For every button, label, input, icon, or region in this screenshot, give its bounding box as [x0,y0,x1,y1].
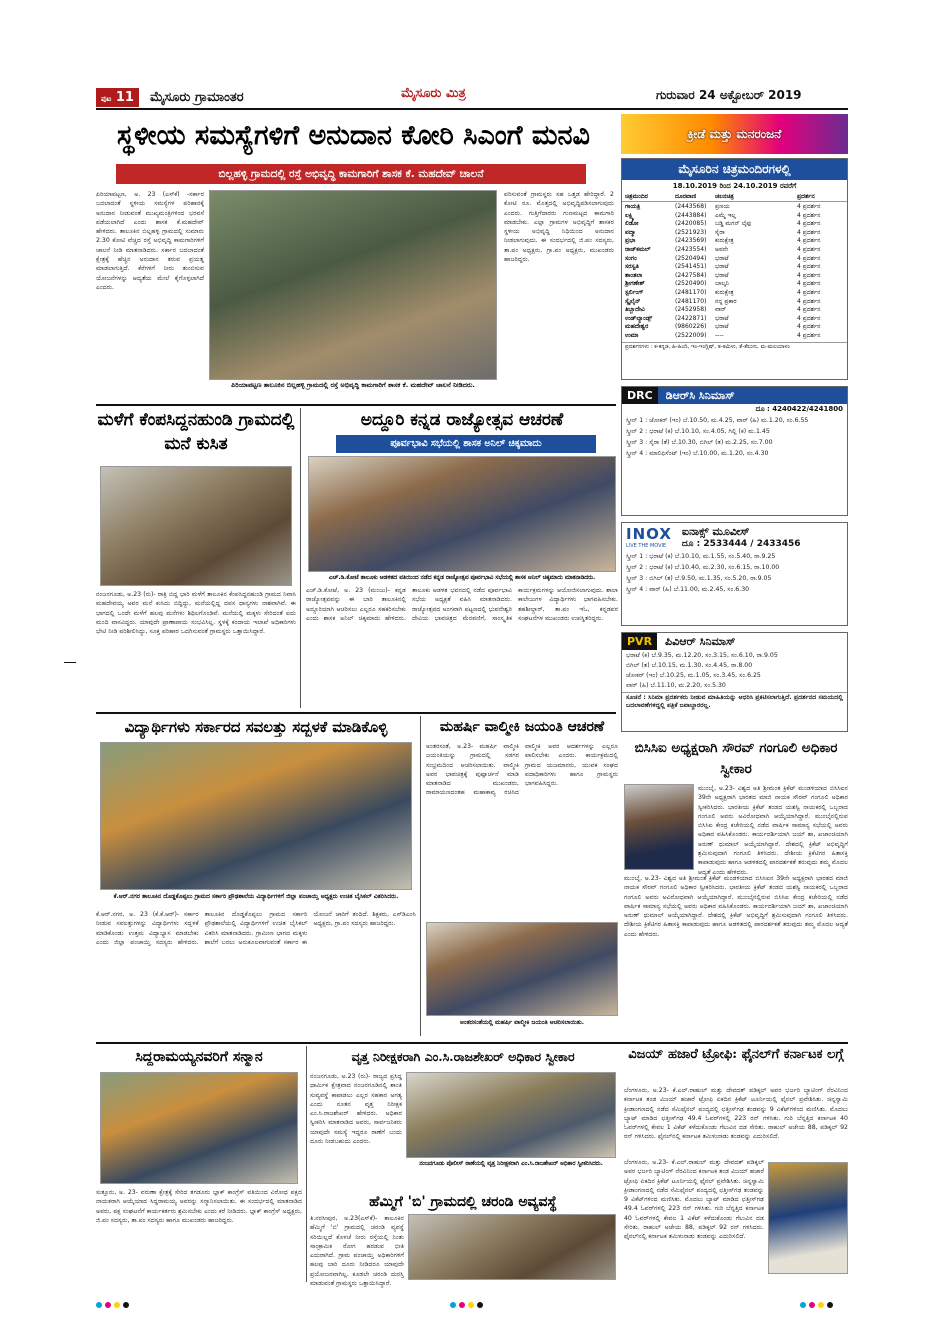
cinema-row [625,289,844,298]
story-house-collapse-text: ನಂಜನಗೂಡು, ಅ.23 (ರು)- ರಾತ್ರಿ ಬಿದ್ದ ಭಾರಿ ಮಳೆಗೆ ತಾಲೂಕಿನ ಕೆಂಪಸಿದ್ದನಹುಂಡಿ ಗ್ರಾಮದ ನಿವಾಸಿ ಮಹದೇವಯ್ಯ ಅವರ ಮನೆ ಕುಸಿದು ಬಿದ್ದಿದ್ದು, ಮನೆಯಲ್ಲಿದ್ದ ದವಸ ಧಾನ್ಯಗಳು ನಾಶವಾಗಿವೆ. ಈ ಭಾಗದಲ್ಲಿ ಒಂದೇ ಮಳೆಗೆ ಹಲವು ಮನೆಗಳು ಶಿಥಿಲಗೊಂಡಿವೆ. ಮನೆಯಲ್ಲಿ ಮಕ್ಕಳು ಸೇರಿದಂತೆ ಐದು ಮಂದಿ ವಾಸವಿದ್ದರು. ಯಾವುದೇ ಪ್ರಾಣಾಪಾಯ ಸಂಭವಿಸಿಲ್ಲ. ಸ್ಥಳಕ್ಕೆ ಕಂದಾಯ ಇಲಾಖೆ ಅಧಿಕಾರಿಗಳು ಭೇಟಿ ನೀಡಿ ಪರಿಶೀಲಿಸಿದ್ದು, ಸೂಕ್ತ ಪರಿಹಾರ ಒದಗಿಸುವಂತೆ ಗ್ರಾಮಸ್ಥರು ಒತ್ತಾಯಿಸಿದ್ದಾರೆ. [96,591,296,636]
cinema-shows: 4 ಪ್ರದರ್ಶನ [797,228,821,236]
cinema-listing [621,158,848,380]
cinema-row [625,298,844,307]
cinema-shows: 4 ಪ್ರದರ್ಶನ [797,203,821,210]
cinema-columns [622,193,847,202]
cinema-theatre: ರಾಜ್‌ಕಮಲ್ [625,245,651,253]
cinema-film: ವಾರ್ [715,306,727,314]
inox-logo: INOX [626,525,672,543]
cinema-row [625,237,844,246]
student-bicycle-text: ಕೆ.ಆರ್.ನಗರ, ಅ. 23 (ಕೆ.ಕೆ.ಆರ್)- ಸರ್ಕಾರ ನೀಡುವ ಸವಲತ್ತುಗಳನ್ನು ವಿದ್ಯಾರ್ಥಿಗಳು ಸದ್ಬಳಕೆ ಮಾಡಿಕೊಂಡು ಉತ್ತಮ ವಿದ್ಯಾಭ್ಯಾಸ ಮಾಡಬೇಕು ಎಂದು ಜಿಲ್ಲಾ ಪಂಚಾಯ್ತಿ ಸದಸ್ಯರು ಹೇಳಿದರು. ತಾಲೂಕಿನ ದೊಡ್ಡಕೊಪ್ಪಲು ಗ್ರಾಮದ ಸರ್ಕಾರಿ ಪ್ರೌಢಶಾಲೆಯಲ್ಲಿ ವಿದ್ಯಾರ್ಥಿಗಳಿಗೆ ಉಚಿತ ಬೈಸಿಕಲ್ ವಿತರಿಸಿ ಮಾತನಾಡಿದರು. ಗ್ರಾಮೀಣ ಭಾಗದ ಮಕ್ಕಳು ಶಾಲೆಗೆ ಬರಲು ಅನುಕೂಲವಾಗುವಂತೆ ಸರ್ಕಾರ ಈ ಯೋಜನೆ ಜಾರಿಗೆ ತಂದಿದೆ. ಶಿಕ್ಷಕರು, ಎಸ್‌ಡಿಎಂಸಿ ಅಧ್ಯಕ್ಷರು, ಗ್ರಾ.ಪಂ ಸದಸ್ಯರು ಹಾಜರಿದ್ದರು. [96,911,416,946]
rajyotsava-headline: ಅದ್ದೂರಿ ಕನ್ನಡ ರಾಜ್ಯೋತ್ಸವ ಆಚರಣೆ [360,410,564,430]
cinema-row [625,272,844,281]
cinema-theatre: ಸ್ಟರ್ಲಿಂಗ್ [625,288,644,296]
valmiki-jayanti-photo [426,922,618,1016]
cinema-film: ---- [715,331,724,339]
vijay-hazare-text-top: ಬೆಂಗಳೂರು, ಅ.23- ಕೆ.ಎಲ್.ರಾಹುಲ್ ಮತ್ತು ದೇವದತ್ ಪಡಿಕ್ಕಲ್ ಅವರ ಭರ್ಜರಿ ಬ್ಯಾಟಿಂಗ್ ನೆರವಿನಿಂದ ಕರ್ನಾಟಕ ತಂಡ ವಿಜಯ್ ಹಜಾರೆ ಟ್ರೋಫಿ ಏಕದಿನ ಕ್ರಿಕೆಟ್ ಟೂರ್ನಿಯಲ್ಲಿ ಫೈನಲ್ ಪ್ರವೇಶಿಸಿತು. ಚಿನ್ನಸ್ವಾಮಿ ಕ್ರೀಡಾಂಗಣದಲ್ಲಿ ನಡೆದ ಸೆಮಿಫೈನಲ್ ಪಂದ್ಯದಲ್ಲಿ ಛತ್ತೀಸ್‌ಗಢ ತಂಡವನ್ನು 9 ವಿಕೆಟ್‌ಗಳಿಂದ ಮಣಿಸಿತು. ಮೊದಲು ಬ್ಯಾಟ್ ಮಾಡಿದ ಛತ್ತೀಸ್‌ಗಢ 49.4 ಓವರ್‌ಗಳಲ್ಲಿ 223 ರನ್ ಗಳಿಸಿತು. ಗುರಿ ಬೆನ್ನತ್ತಿದ ಕರ್ನಾಟಕ 40 ಓವರ್‌ಗಳಲ್ಲಿ ಕೇವಲ 1 ವಿಕೆಟ್ ಕಳೆದುಕೊಂಡು ಗೆಲುವಿನ ದಡ ಸೇರಿತು. ರಾಹುಲ್ ಅಜೇಯ 88, ಪಡಿಕ್ಕಲ್ 92 ರನ್ ಗಳಿಸಿದರು. ಫೈನಲ್‌ನಲ್ಲಿ ಕರ್ನಾಟಕ ತಮಿಳುನಾಡು ತಂಡವನ್ನು ಎದುರಿಸಲಿದೆ. [624,1087,848,1141]
inox-row: ಸ್ಕ್ರೀನ್ 3 : ಬಿಗಿಲ್ (ತ) ಬೆ.9.50, ಮ.1.35, ಸಂ.5.20, ರಾ.9.05 [626,575,772,582]
cinema-phone: (2443568) [675,203,707,210]
cinema-shows: 4 ಪ್ರದರ್ಶನ [797,254,821,262]
cinema-phone: (2520490) [675,280,707,288]
valmiki-jayanti-caption: ಅಂತರಸಂತೆಯಲ್ಲಿ ಮಹರ್ಷಿ ವಾಲ್ಮೀಕಿ ಜಯಂತಿ ಆಚರಿಸಲಾಯಿತು. [459,1019,585,1026]
cinema-shows: 4 ಪ್ರದರ್ಶನ [797,288,821,296]
cinema-shows: 4 ಪ್ರದರ್ಶನ [797,314,821,322]
page-header-left [96,86,336,108]
cinema-theatre: ಸ್ಕೈಲೈನ್ [625,297,641,305]
cinema-film: ಕುರುಕ್ಷೇತ್ರ [715,237,734,245]
page-number-badge: ಪುಟ 11 [96,88,139,107]
drc-logo: DRC [622,387,658,404]
inox-phone: ದೂ : 2533444 / 2433456 [681,539,801,549]
rule-under-lead [96,404,616,406]
rajyotsava-subhead: ಪೂರ್ವಭಾವಿ ಸಭೆಯಲ್ಲಿ ಶಾಸಕ ಅನಿಲ್ ಚಿಕ್ಕಮಾದು [336,435,596,453]
cinema-phone: (2522009) [675,331,707,339]
registration-dots-right [800,1293,836,1312]
cinema-phone: (2521923) [675,228,707,236]
cinema-phone: (2443884) [675,211,707,219]
student-bicycle-photo [100,742,412,890]
cinema-phone: (2452958) [675,306,707,314]
column-rule [306,1046,307,1282]
cinema-film: ಭರಾಟೆ [715,271,729,279]
vijay-hazare-text: ಬೆಂಗಳೂರು, ಅ.23- ಕೆ.ಎಲ್.ರಾಹುಲ್ ಮತ್ತು ದೇವದತ್ ಪಡಿಕ್ಕಲ್ ಅವರ ಭರ್ಜರಿ ಬ್ಯಾಟಿಂಗ್ ನೆರವಿನಿಂದ ಕರ್ನಾಟಕ ತಂಡ ವಿಜಯ್ ಹಜಾರೆ ಟ್ರೋಫಿ ಏಕದಿನ ಕ್ರಿಕೆಟ್ ಟೂರ್ನಿಯಲ್ಲಿ ಫೈನಲ್ ಪ್ರವೇಶಿಸಿತು. ಚಿನ್ನಸ್ವಾಮಿ ಕ್ರೀಡಾಂಗಣದಲ್ಲಿ ನಡೆದ ಸೆಮಿಫೈನಲ್ ಪಂದ್ಯದಲ್ಲಿ ಛತ್ತೀಸ್‌ಗಢ ತಂಡವನ್ನು 9 ವಿಕೆಟ್‌ಗಳಿಂದ ಮಣಿಸಿತು. ಮೊದಲು ಬ್ಯಾಟ್ ಮಾಡಿದ ಛತ್ತೀಸ್‌ಗಢ 49.4 ಓವರ್‌ಗಳಲ್ಲಿ 223 ರನ್ ಗಳಿಸಿತು. ಗುರಿ ಬೆನ್ನತ್ತಿದ ಕರ್ನಾಟಕ 40 ಓವರ್‌ಗಳಲ್ಲಿ ಕೇವಲ 1 ವಿಕೆಟ್ ಕಳೆದುಕೊಂಡು ಗೆಲುವಿನ ದಡ ಸೇರಿತು. ರಾಹುಲ್ ಅಜೇಯ 88, ಪಡಿಕ್ಕಲ್ 92 ರನ್ ಗಳಿಸಿದರು. ಫೈನಲ್‌ನಲ್ಲಿ ಕರ್ನಾಟಕ ತಮಿಳುನಾಡು ತಂಡವನ್ನು ಎದುರಿಸಲಿದೆ. [624,1159,764,1241]
cinema-row [625,263,844,272]
cinema-phone: (2427584) [675,271,707,279]
valmiki-jayanti-text: ಅಂತರಸಂತೆ, ಅ.23- ಮಹರ್ಷಿ ವಾಲ್ಮೀಕಿ ಜಯಂತಿಯನ್ನು ಗ್ರಾಮದಲ್ಲಿ ಸಡಗರ ಸಂಭ್ರಮದಿಂದ ಆಚರಿಸಲಾಯಿತು. ವಾಲ್ಮೀಕಿ ಅವರ ಭಾವಚಿತ್ರಕ್ಕೆ ಪುಷ್ಪಾರ್ಚನೆ ಮಾಡಿ ಮಾತನಾಡಿದ ಮುಖಂಡರು, ರಾಮಾಯಣದಂತಹ ಮಹಾಕಾವ್ಯ ರಚಿಸಿದ ವಾಲ್ಮೀಕಿ ಅವರ ಆದರ್ಶಗಳನ್ನು ಎಲ್ಲರೂ ಪಾಲಿಸಬೇಕು ಎಂದರು. ಕಾರ್ಯಕ್ರಮದಲ್ಲಿ ಗ್ರಾಮದ ಯಜಮಾನರು, ಯುವಕ ಸಂಘದ ಪದಾಧಿಕಾರಿಗಳು ಹಾಗೂ ಗ್ರಾಮಸ್ಥರು ಭಾಗವಹಿಸಿದ್ದರು. [426,743,618,797]
col-film: ಚಲನಚಿತ್ರ [715,193,734,200]
lead-text-left: ಪಿರಿಯಾಪಟ್ಟಣ, ಅ. 23 (ಎಸ್‍ಕೆ) -ಸರ್ಕಾರ ಬದಲಾದಂತೆ ಸ್ಥಳೀಯ ಸಮಸ್ಯೆಗಳ ಪರಿಹಾರಕ್ಕೆ ಅನುದಾನ ನೀಡುವಂತೆ ಮುಖ್ಯಮಂತ್ರಿಗಳಿಂದ ಭರವಸೆ ಪಡೆಯಲಾಗಿದೆ ಎಂದು ಶಾಸಕ ಕೆ.ಮಹದೇವ್ ಹೇಳಿದರು. ತಾಲೂಕಿನ ಬಿಲ್ಲಹಳ್ಳಿ ಗ್ರಾಮದಲ್ಲಿ ಸುಮಾರು 2.30 ಕೋಟಿ ವೆಚ್ಚದ ರಸ್ತೆ ಅಭಿವೃದ್ಧಿ ಕಾಮಗಾರಿಗಳಿಗೆ ಚಾಲನೆ ನೀಡಿ ಮಾತನಾಡಿದರು. ಸರ್ಕಾರ ಬದಲಾದಂತೆ ಕ್ಷೇತ್ರಕ್ಕೆ ಹೆಚ್ಚಿನ ಅನುದಾನ ತರುವ ಪ್ರಯತ್ನ ಮಾಡಲಾಗುತ್ತಿದೆ. ಕೆರೆಗಳಿಗೆ ನೀರು ತುಂಬಿಸುವ ಯೋಜನೆಗಳನ್ನು ಆದ್ಯತೆಯ ಮೇಲೆ ಕೈಗೊಳ್ಳಲಾಗಿದೆ ಎಂದರು. [96,191,204,291]
pvr-logo: PVR [622,633,657,650]
cinema-theatre: ಮಹದೇಶ್ವರ [625,323,649,331]
cinema-film: ಭರಾಟೆ [715,323,729,331]
drainage-headline: ಹೆಮ್ಮಿಗೆ 'ಬಿ' ಗ್ರಾಮದಲ್ಲಿ ಚರಂಡಿ ಅವ್ಯವಸ್ಥೆ [369,1194,557,1210]
cinema-film: ಭರಾಟೆ [715,254,729,262]
cinema-row [625,332,844,341]
siddaramaiah-headline: ಸಿದ್ದರಾಮಯ್ಯನವರಿಗೆ ಸನ್ಮಾನ [135,1049,263,1065]
banner-title: ಕ್ರೀಡೆ ಮತ್ತು ಮನರಂಜನೆ [687,126,782,141]
col-phone: ದೂರವಾಣಿ [675,193,697,200]
cinema-theatre: ಪ್ರಭಾ [625,237,636,245]
rajyotsava-caption: ಎಚ್.ಡಿ.ಕೋಟೆ ತಾಲೂಕು ಆಡಳಿತದ ವತಿಯಿಂದ ನಡೆದ ಕನ್ನಡ ರಾಜ್ಯೋತ್ಸವ ಪೂರ್ವಭಾವಿ ಸಭೆಯಲ್ಲಿ ಶಾಸಕ ಅನಿಲ್ ಚಿಕ್ಕಮಾದು ಮಾತನಾಡಿದರು. [328,575,596,581]
cinema-shows: 4 ಪ್ರದರ್ಶನ [797,271,821,279]
cinema-row [625,212,844,221]
ganguly-headline: ಬಿಸಿಸಿಐ ಅಧ್ಯಕ್ಷರಾಗಿ ಸೌರವ್ ಗಂಗೂಲಿ ಅಧಿಕಾರ ಸ್ವೀಕಾರ [634,740,838,777]
cinema-row [625,306,844,315]
student-bicycle-headline: ವಿದ್ಯಾರ್ಥಿಗಳು ಸರ್ಕಾರದ ಸವಲತ್ತು ಸದ್ಬಳಕೆ ಮಾಡಿಕೊಳ್ಳಿ [124,718,388,736]
lead-subhead: ಬಿಲ್ಲಹಳ್ಳಿ ಗ್ರಾಮದಲ್ಲಿ ರಸ್ತೆ ಅಭಿವೃದ್ಧಿ ಕಾಮಗಾರಿಗೆ ಶಾಸಕ ಕೆ. ಮಹದೇವ್ ಚಾಲನೆ [116,164,586,184]
cinema-film: ಭರಾಟೆ [715,263,729,271]
cinema-film: ಎಮ್ಮೆ ಇಲ್ಲ [715,211,737,219]
inox-title: ಐನಾಕ್ಸ್ ಮೂವೀಸ್ [681,525,750,538]
cinema-title: ಮೈಸೂರಿನ ಚಿತ್ರಮಂದಿರಗಳಲ್ಲಿ [622,159,847,180]
drc-title: ಡಿಆರ್‌ಸಿ ಸಿನಿಮಾಸ್ [665,388,735,402]
circle-inspector-caption: ನಂಜನಗೂಡು ಪೊಲೀಸ್ ಠಾಣೆಯಲ್ಲಿ ವೃತ್ತ ನಿರೀಕ್ಷಕರಾಗಿ ಎಂ.ಸಿ.ರಾಜಶೇಖರ್ ಅಧಿಕಾರ ಸ್ವೀಕರಿಸಿದರು. [419,1161,603,1167]
pvr-row: ಬಿಗಿಲ್ (ತ) ಬೆ.10.15, ಮ.1.30, ಸಂ.4.45, ರಾ.8.00 [626,662,753,669]
pvr-note: ಸೂಚನೆ : ಸಿನಿಮಾ ಪ್ರದರ್ಶಕರು ನೀಡುವ ಮಾಹಿತಿಯನ್ನು ಆಧರಿಸಿ ಪ್ರಕಟಿಸಲಾಗುತ್ತಿದೆ. ಪ್ರದರ್ಶನದ ಸಮಯದಲ್ಲಿ ಬದಲಾವಣೆಗಳಿದ್ದಲ್ಲಿ ಪತ್ರಿಕೆ ಜವಾಬ್ದಾರರಲ್ಲ. [622,692,847,711]
cinema-theatre: ಲಿಡೋ [625,220,639,228]
siddaramaiah-text: ಸುತ್ತೂರು, ಅ. 23- ವರುಣಾ ಕ್ಷೇತ್ರಕ್ಕೆ ಸೇರಿದ ತಗಡೂರು ಬ್ಲಾಕ್ ಕಾಂಗ್ರೆಸ್ ವತಿಯಿಂದ ವಿರೋಧ ಪಕ್ಷದ ನಾಯಕರಾಗಿ ಆಯ್ಕೆಯಾದ ಸಿದ್ದರಾಮಯ್ಯ ಅವರನ್ನು ಸನ್ಮಾನಿಸಲಾಯಿತು. ಈ ಸಂದರ್ಭದಲ್ಲಿ ಮಾತನಾಡಿದ ಅವರು, ಪಕ್ಷ ಸಂಘಟನೆಗೆ ಕಾರ್ಯಕರ್ತರು ಶ್ರಮಿಸಬೇಕು ಎಂದು ಕರೆ ನೀಡಿದರು. ಬ್ಲಾಕ್ ಕಾಂಗ್ರೆಸ್ ಅಧ್ಯಕ್ಷರು, ಜಿ.ಪಂ ಸದಸ್ಯರು, ತಾ.ಪಂ ಸದಸ್ಯರು ಹಾಗೂ ಮುಖಂಡರು ಹಾಜರಿದ್ದರು. [96,1189,302,1224]
cinema-shows: 4 ಪ್ರದರ್ಶನ [797,306,821,314]
cinema-film: ಬಡ್ಡಿ ಮಗನ್ ಲೈಫು [715,220,752,228]
col-shows: ಪ್ರದರ್ಶನ [797,193,815,200]
cinema-film: ಭರಾಟೆ [715,314,729,322]
inox-tagline: LIVE THE MOVIE [626,543,667,549]
column-rule [300,408,301,708]
drc-row: ಸ್ಕ್ರೀನ್ 3 : ಸೈರಾ (ತೆ) ಬೆ.10.30, ಬಿಗಿಲ್ (ತ) ಮ.2.25, ಸಂ.7.00 [626,439,773,446]
cinema-shows: 4 ಪ್ರದರ್ಶನ [797,211,821,219]
valmiki-jayanti-headline: ಮಹರ್ಷಿ ವಾಲ್ಮೀಕಿ ಜಯಂತಿ ಆಚರಣೆ [439,719,605,735]
cinema-theatre: ಶ್ರೀಗಣೇಶ್ [625,280,645,288]
cinema-footer: ಪ್ರದರ್ಶನಗಳು : ಕ-ಕನ್ನಡ, ಹಿ-ಹಿಂದಿ, ಇಂ-ಇಂಗ್ಲಿಷ್, ತ-ತಮಿಳು, ತೆ-ತೆಲುಗು, ಮ-ಮಲಯಾಳಂ [622,342,847,352]
newspaper-page [96,86,848,1288]
margin-tick [64,662,76,663]
cinema-theatre: ಶಾಂತಲಾ [625,271,643,279]
drc-row: ಸ್ಕ್ರೀನ್ 1 : ಜೋಕರ್ (ಇಂ) ಬೆ.10.50, ಮ.4.25, ವಾರ್ (ಹಿ) ಮ.1.20, ಸಂ.6.55 [626,417,809,424]
inox-row: ಸ್ಕ್ರೀನ್ 4 : ವಾರ್ (ಹಿ) ಬೆ.11.00, ಮ.2.45, ಸಂ.6.30 [626,586,750,593]
pvr-cinemas-box [621,632,848,732]
vijay-hazare-headline: ವಿಜಯ್ ಹಜಾರೆ ಟ್ರೋಫಿ: ಫೈನಲ್‌ಗೆ ಕರ್ನಾಟಕ ಲಗ್ಗೆ [628,1047,844,1062]
cinema-row [625,203,844,212]
lead-text-right: ಪರಿಸುವಂತೆ ಗ್ರಾಮಸ್ಥರು ಸಹ ಒತ್ತಡ ಹೇರಿದ್ದಾರೆ. 2 ಕೋಟಿ ರೂ. ಮೊತ್ತದಲ್ಲಿ ಅಭಿವೃದ್ಧಿಪಡಿಸಲಾಗುವುದು ಎಂದರು. ಗುತ್ತಿಗೆದಾರರು ಗುಣಮಟ್ಟದ ಕಾಮಗಾರಿ ಮಾಡಬೇಕು. ಎಲ್ಲಾ ಗ್ರಾಮಗಳ ಅಭಿವೃದ್ಧಿಗೆ ಶಾಸಕರ ಸ್ಥಳೀಯ ಅಭಿವೃದ್ಧಿ ನಿಧಿಯಿಂದ ಅನುದಾನ ನೀಡಲಾಗುವುದು. ಈ ಸಂದರ್ಭದಲ್ಲಿ ಜಿ.ಪಂ ಸದಸ್ಯರು, ತಾ.ಪಂ ಅಧ್ಯಕ್ಷರು, ಗ್ರಾ.ಪಂ ಅಧ್ಯಕ್ಷರು, ಮುಖಂಡರು ಹಾಜರಿದ್ದರು. [504,191,614,264]
cinema-theatre: ಉಮಾ [625,331,639,339]
cinema-film: ನನ್ನ ಪ್ರಕಾರ [715,297,737,305]
cinema-shows: 4 ಪ್ರದರ್ಶನ [797,220,821,228]
cinema-theatre: ಪದ್ಮಾ [625,228,636,236]
cinema-theatre: ಸರಸ್ವತಿ [625,263,639,271]
drainage-photo [408,1214,616,1280]
cinema-shows: 4 ಪ್ರದರ್ಶನ [797,245,821,253]
column-rule [420,716,421,1036]
inox-row: ಸ್ಕ್ರೀನ್ 1 : ಭರಾಟೆ (ಕ) ಬೆ.10.10, ಮ.1.55, ಸಂ.5.40, ರಾ.9.25 [626,553,776,560]
cinema-film: ಬಾಲ್ಕನಿ [715,280,730,288]
lead-caption: ಪಿರಿಯಾಪಟ್ಟಣ ತಾಲೂಕಿನ ಬಿಲ್ಲಹಳ್ಳಿ ಗ್ರಾಮದಲ್ಲಿ ರಸ್ತೆ ಅಭಿವೃದ್ಧಿ ಕಾಮಗಾರಿಗೆ ಶಾಸಕ ಕೆ. ಮಹದೇವ್ ಚಾಲನೆ ನೀಡಿದರು. [231,381,475,389]
circle-inspector-photo [406,1072,616,1158]
inox-row: ಸ್ಕ್ರೀನ್ 2 : ಭರಾಟೆ (ಕ) ಬೆ.10.40, ಮ.2.30, ಸಂ.6.15, ರಾ.10.00 [626,564,780,571]
lead-headline: ಸ್ಥಳೀಯ ಸಮಸ್ಯೆಗಳಿಗೆ ಅನುದಾನ ಕೋರಿ ಸಿಎಂಗೆ ಮನವಿ [117,120,590,151]
ganguly-text-top: ಮುಂಬೈ, ಅ.23- ವಿಶ್ವದ ಅತಿ ಶ್ರೀಮಂತ ಕ್ರಿಕೆಟ್ ಮಂಡಳಿಯಾದ ಬಿಸಿಸಿಐನ 39ನೇ ಅಧ್ಯಕ್ಷರಾಗಿ ಭಾರತದ ಮಾಜಿ ನಾಯಕ ಸೌರವ್ ಗಂಗೂಲಿ ಅಧಿಕಾರ ಸ್ವೀಕರಿಸಿದರು. ಭಾರತೀಯ ಕ್ರಿಕೆಟ್ ತಂಡದ ಯಶಸ್ವಿ ನಾಯಕರಲ್ಲಿ ಒಬ್ಬರಾದ ಗಂಗೂಲಿ ಅವರು ಅವಿರೋಧವಾಗಿ ಆಯ್ಕೆಯಾಗಿದ್ದಾರೆ. ಮುಂಬೈನಲ್ಲಿರುವ ಬಿಸಿಸಿಐ ಕೇಂದ್ರ ಕಚೇರಿಯಲ್ಲಿ ನಡೆದ ವಾರ್ಷಿಕ ಸಾಮಾನ್ಯ ಸಭೆಯಲ್ಲಿ ಅವರು ಅಧಿಕಾರ ವಹಿಸಿಕೊಂಡರು. ಕಾರ್ಯದರ್ಶಿಯಾಗಿ ಜಯ್ ಶಾ, ಖಜಾಂಚಿಯಾಗಿ ಅರುಣ್ ಧುಮಾಲ್ ಆಯ್ಕೆಯಾಗಿದ್ದಾರೆ. ದೇಶದಲ್ಲಿ ಕ್ರಿಕೆಟ್ ಅಭಿವೃದ್ಧಿಗೆ ಶ್ರಮಿಸುವುದಾಗಿ ಗಂಗೂಲಿ ತಿಳಿಸಿದರು. ದೇಶೀಯ ಕ್ರಿಕೆಟಿಗರ ಹಿತಾಸಕ್ತಿ ಕಾಪಾಡುವುದು ಹಾಗೂ ಆಡಳಿತದಲ್ಲಿ ಪಾರದರ್ಶಕತೆ ತರುವುದು ತಮ್ಮ ಮೊದಲ ಆದ್ಯತೆ ಎಂದು ಹೇಳಿದರು. [698,785,848,876]
pvr-row: ಜೋಕರ್ (ಇಂ) ಬೆ.10.25, ಮ.1.05, ಸಂ.3.45, ಸಂ.6.25 [626,672,761,679]
drainage-text: ತಿ.ನರಸೀಪುರ, ಅ.23(ಎಸ್‌ಕೆ)- ತಾಲೂಕಿನ ಹೆಮ್ಮಿಗೆ 'ಬಿ' ಗ್ರಾಮದಲ್ಲಿ ಚರಂಡಿ ವ್ಯವಸ್ಥೆ ಸರಿಯಿಲ್ಲದೆ ಕೊಳಚೆ ನೀರು ರಸ್ತೆಯಲ್ಲಿ ನಿಂತು ಸಾಂಕ್ರಾಮಿಕ ರೋಗ ಹರಡುವ ಭೀತಿ ಎದುರಾಗಿದೆ. ಗ್ರಾಮ ಪಂಚಾಯ್ತಿ ಅಧಿಕಾರಿಗಳಿಗೆ ಹಲವು ಬಾರಿ ದೂರು ನೀಡಿದರೂ ಯಾವುದೇ ಪ್ರಯೋಜನವಾಗಿಲ್ಲ. ಕೂಡಲೇ ಚರಂಡಿ ದುರಸ್ತಿ ಮಾಡುವಂತೆ ಗ್ರಾಮಸ್ಥರು ಒತ್ತಾಯಿಸಿದ್ದಾರೆ. [310,1215,404,1288]
cinema-phone: (2423569) [675,237,707,245]
pvr-title: ಪಿವಿಆರ್ ಸಿನಿಮಾಸ್ [665,634,736,648]
cinema-shows: 4 ಪ್ರದರ್ಶನ [797,237,821,245]
cinema-theatre: ತಿಬ್ಬಾದೇವಿ [625,306,645,314]
cinema-film: ಪ್ರಣಯ [715,203,730,210]
inox-movies-box [621,522,848,626]
header-rule [96,108,848,110]
rajyotsava-photo [308,456,616,572]
lead-photo [209,190,497,380]
cinema-row [625,323,844,332]
masthead-logo: ಮೈಸೂರು ಮಿತ್ರ [401,86,466,101]
section-title: ಮೈಸೂರು ಗ್ರಾಮಾಂತರ [150,90,244,105]
story-house-collapse-headline: ಮಳೆಗೆ ಕೆಂಪಸಿದ್ದನಹುಂಡಿ ಗ್ರಾಮದಲ್ಲಿ ಮನೆ ಕುಸಿತ [97,410,295,454]
cinema-row [625,255,844,264]
cinema-film: ಕುರುಕ್ಷೇತ್ರ [715,288,734,296]
cinema-rows [622,202,847,342]
cinema-row [625,315,844,324]
drc-phone: ದೂ : 4240422/4241800 [755,405,843,413]
cinema-shows: 4 ಪ್ರದರ್ಶನ [797,323,821,331]
cinema-phone: (2420085) [675,220,707,228]
cinema-theatre: ಉಡ್‌ಲ್ಯಾಂಡ್ಸ್ [625,314,653,322]
pvr-row: ಭರಾಟೆ (ಕ) ಬೆ.9.35, ಮ.12.20, ಸಂ.3.15, ಸಂ.6.10, ರಾ.9.05 [626,652,778,659]
cinema-row [625,246,844,255]
cinema-phone: (2481170) [675,288,707,296]
cinema-theatre: ಲಕ್ಷ್ಮಿ [625,211,634,219]
sports-entertainment-banner [621,114,848,154]
cinema-theatre: ಗಾಯತ್ರಿ [625,203,641,210]
cinema-row [625,280,844,289]
registration-dots-left [96,1293,132,1312]
cinema-row [625,220,844,229]
drc-row: ಸ್ಕ್ರೀನ್ 4 : ಮಾಲಿಫಿಸೆಂಟ್ (ಇಂ) ಬೆ.10.00, ಮ.1.20, ಸಂ.4.30 [626,450,769,457]
cinema-film: ಸೈರಾ [715,228,725,236]
circle-inspector-text: ನಂಜನಗೂಡು, ಅ.23 (ರು)- ರಾಜ್ಯದ ಪ್ರಸಿದ್ಧ ಧಾರ್ಮಿಕ ಕ್ಷೇತ್ರವಾದ ನಂಜನಗೂಡಿನಲ್ಲಿ ಶಾಂತಿ ಸುವ್ಯವಸ್ಥೆ ಕಾಪಾಡಲು ಎಲ್ಲರ ಸಹಕಾರ ಅಗತ್ಯ ಎಂದು ನೂತನ ವೃತ್ತ ನಿರೀಕ್ಷಕ ಎಂ.ಸಿ.ರಾಜಶೇಖರ್ ಹೇಳಿದರು. ಅಧಿಕಾರ ಸ್ವೀಕರಿಸಿ ಮಾತನಾಡಿದ ಅವರು, ಸಾರ್ವಜನಿಕರು ಯಾವುದೇ ಸಮಸ್ಯೆ ಇದ್ದರೂ ಠಾಣೆಗೆ ಬಂದು ದೂರು ನೀಡಬಹುದು ಎಂದರು. [310,1073,402,1146]
cinema-shows: 4 ಪ್ರದರ್ಶನ [797,331,821,339]
rule-lower [96,1042,848,1044]
ganguly-text: ಮುಂಬೈ, ಅ.23- ವಿಶ್ವದ ಅತಿ ಶ್ರೀಮಂತ ಕ್ರಿಕೆಟ್ ಮಂಡಳಿಯಾದ ಬಿಸಿಸಿಐನ 39ನೇ ಅಧ್ಯಕ್ಷರಾಗಿ ಭಾರತದ ಮಾಜಿ ನಾಯಕ ಸೌರವ್ ಗಂಗೂಲಿ ಅಧಿಕಾರ ಸ್ವೀಕರಿಸಿದರು. ಭಾರತೀಯ ಕ್ರಿಕೆಟ್ ತಂಡದ ಯಶಸ್ವಿ ನಾಯಕರಲ್ಲಿ ಒಬ್ಬರಾದ ಗಂಗೂಲಿ ಅವರು ಅವಿರೋಧವಾಗಿ ಆಯ್ಕೆಯಾಗಿದ್ದಾರೆ. ಮುಂಬೈನಲ್ಲಿರುವ ಬಿಸಿಸಿಐ ಕೇಂದ್ರ ಕಚೇರಿಯಲ್ಲಿ ನಡೆದ ವಾರ್ಷಿಕ ಸಾಮಾನ್ಯ ಸಭೆಯಲ್ಲಿ ಅವರು ಅಧಿಕಾರ ವಹಿಸಿಕೊಂಡರು. ಕಾರ್ಯದರ್ಶಿಯಾಗಿ ಜಯ್ ಶಾ, ಖಜಾಂಚಿಯಾಗಿ ಅರುಣ್ ಧುಮಾಲ್ ಆಯ್ಕೆಯಾಗಿದ್ದಾರೆ. ದೇಶದಲ್ಲಿ ಕ್ರಿಕೆಟ್ ಅಭಿವೃದ್ಧಿಗೆ ಶ್ರಮಿಸುವುದಾಗಿ ಗಂಗೂಲಿ ತಿಳಿಸಿದರು. ದೇಶೀಯ ಕ್ರಿಕೆಟಿಗರ ಹಿತಾಸಕ್ತಿ ಕಾಪಾಡುವುದು ಹಾಗೂ ಆಡಳಿತದಲ್ಲಿ ಪಾರದರ್ಶಕತೆ ತರುವುದು ತಮ್ಮ ಮೊದಲ ಆದ್ಯತೆ ಎಂದು ಹೇಳಿದರು. [624,875,848,938]
registration-dots-center [450,1293,486,1312]
rule-mid [96,712,616,714]
student-bicycle-caption: ಕೆ.ಆರ್.ನಗರ ತಾಲೂಕಿನ ದೊಡ್ಡಕೊಪ್ಪಲು ಗ್ರಾಮದ ಸರ್ಕಾರಿ ಪ್ರೌಢಶಾಲೆಯ ವಿದ್ಯಾರ್ಥಿಗಳಿಗೆ ಜಿಲ್ಲಾ ಪಂಚಾಯ್ತಿ ಅಧ್ಯಕ್ಷರು ಉಚಿತ ಬೈಸಿಕಲ್ ವಿತರಿಸಿದರು. [113,893,399,900]
vijay-hazare-photo [768,1162,848,1274]
cinema-phone: (2422871) [675,314,707,322]
cinema-shows: 4 ಪ್ರದರ್ಶನ [797,297,821,305]
cinema-shows: 4 ಪ್ರದರ್ಶನ [797,263,821,271]
drc-cinemas-box [621,386,848,516]
pvr-row: ವಾರ್ (ಹಿ) ಬೆ.11.10, ಮ.2.20, ಸಂ.5.30 [626,682,726,689]
cinema-phone: (9860226) [675,323,707,331]
cinema-phone: (2541451) [675,263,707,271]
rajyotsava-text: ಎಚ್.ಡಿ.ಕೋಟೆ, ಅ. 23 (ಮಂಜು)- ಕನ್ನಡ ರಾಜ್ಯೋತ್ಸವವನ್ನು ಈ ಬಾರಿ ತಾಲೂಕಿನಲ್ಲಿ ಅದ್ದೂರಿಯಾಗಿ ಆಚರಿಸಲು ಎಲ್ಲರೂ ಸಹಕರಿಸಬೇಕು ಎಂದು ಶಾಸಕ ಅನಿಲ್ ಚಿಕ್ಕಮಾದು ಹೇಳಿದರು. ತಾಲೂಕು ಆಡಳಿತ ಭವನದಲ್ಲಿ ನಡೆದ ಪೂರ್ವಭಾವಿ ಸಭೆಯ ಅಧ್ಯಕ್ಷತೆ ವಹಿಸಿ ಮಾತನಾಡಿದರು. ರಾಜ್ಯೋತ್ಸವದ ಅಂಗವಾಗಿ ಪಟ್ಟಣದಲ್ಲಿ ಭುವನೇಶ್ವರಿ ದೇವಿಯ ಭಾವಚಿತ್ರದ ಮೆರವಣಿಗೆ, ಸಾಂಸ್ಕೃತಿಕ ಕಾರ್ಯಕ್ರಮಗಳನ್ನು ಆಯೋಜಿಸಲಾಗುವುದು. ಶಾಲಾ ಕಾಲೇಜುಗಳ ವಿದ್ಯಾರ್ಥಿಗಳು ಭಾಗವಹಿಸಬೇಕು. ತಹಶೀಲ್ದಾರ್, ತಾ.ಪಂ ಇಓ, ಕನ್ನಡಪರ ಸಂಘಟನೆಗಳ ಮುಖಂಡರು ಉಪಸ್ಥಿತರಿದ್ದರು. [306,587,618,622]
circle-inspector-headline: ವೃತ್ತ ನಿರೀಕ್ಷಕರಾಗಿ ಎಂ.ಸಿ.ರಾಜಶೇಖರ್ ಅಧಿಕಾರ ಸ್ವೀಕಾರ [351,1049,575,1064]
cinema-theatre: ಸಂಗಂ [625,254,637,262]
siddaramaiah-photo [100,1072,298,1184]
drc-row: ಸ್ಕ್ರೀನ್ 2 : ಭರಾಟೆ (ಕ) ಬೆ.10.10, ಸಂ.4.05, ಗಿಲ್ಲಿ (ಕ) ಮ.1.45 [626,428,770,435]
cinema-row [625,229,844,238]
story-house-collapse-photo [100,466,292,586]
col-theatre: ಚಿತ್ರಮಂದಿರ [625,193,648,200]
cinema-phone: (2423554) [675,245,707,253]
cinema-phone: (2520494) [675,254,707,262]
cinema-shows: 4 ಪ್ರದರ್ಶನ [797,280,821,288]
cinema-phone: (2481170) [675,297,707,305]
issue-date: ಗುರುವಾರ 24 ಅಕ್ಟೋಬರ್ 2019 [656,88,802,102]
ganguly-photo [624,784,694,870]
cinema-film: ಅವನೇ [715,245,729,253]
cinema-date-range: 18.10.2019 ರಿಂದ 24.10.2019 ರವರೆಗೆ [672,182,797,190]
